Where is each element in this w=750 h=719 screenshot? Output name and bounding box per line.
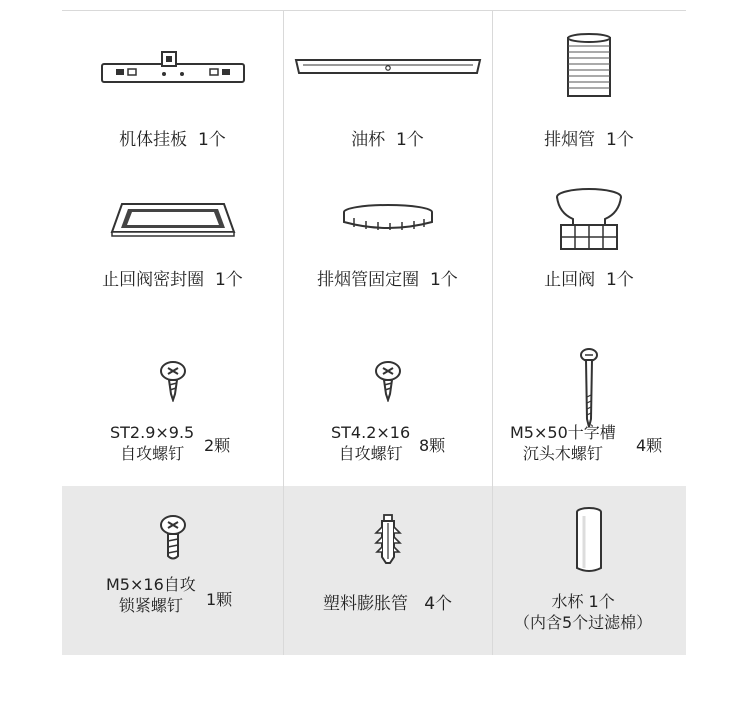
plastic-anchor-icon	[372, 513, 404, 565]
part-name: 止回阀密封圈	[102, 270, 205, 290]
part-quantity: 1个	[605, 130, 634, 150]
part-quantity: 8颗	[419, 436, 446, 455]
self-tapping-screw-icon	[158, 360, 188, 402]
part-check-valve	[492, 160, 686, 325]
part-name: 沉头木螺钉	[522, 444, 603, 463]
lock-screw-icon	[158, 514, 188, 562]
part-quantity: 1颗	[206, 590, 233, 609]
part-name: 塑料膨胀管	[322, 594, 408, 614]
oil-cup-icon	[293, 55, 483, 85]
check-valve-icon	[551, 185, 627, 255]
part-name: 自攻螺钉	[120, 444, 185, 463]
part-plastic-anchor	[283, 486, 492, 655]
part-lock-screw-m5x16	[62, 486, 283, 655]
part-note: （内含5个过滤棉）	[514, 613, 653, 632]
part-name: 排烟管固定圈	[317, 270, 420, 290]
part-exhaust-pipe	[492, 10, 686, 160]
part-spec: ST4.2×16	[331, 423, 411, 442]
part-wood-screw-m5x50	[492, 325, 686, 486]
seal-ring-icon	[108, 200, 238, 240]
part-pipe-fixing-ring	[283, 160, 492, 325]
part-screw-st29	[62, 325, 283, 486]
part-screw-st42	[283, 325, 492, 486]
wall-bracket-icon	[98, 50, 248, 90]
part-name-quantity: 水杯 1个	[551, 592, 615, 611]
part-wall-bracket	[62, 10, 283, 160]
part-quantity: 4颗	[636, 436, 663, 455]
part-name: 锁紧螺钉	[118, 596, 183, 615]
part-name: 机体挂板	[119, 130, 188, 150]
part-name: 油杯	[351, 130, 386, 150]
part-spec: M5×16自攻	[106, 575, 196, 594]
part-name: 自攻螺钉	[338, 444, 403, 463]
part-oil-cup	[283, 10, 492, 160]
part-quantity: 1个	[197, 130, 226, 150]
part-water-cup	[492, 486, 686, 655]
part-name: 止回阀	[544, 270, 596, 290]
part-quantity: 1个	[214, 270, 243, 290]
part-quantity: 1个	[429, 270, 458, 290]
fixing-ring-icon	[338, 202, 438, 236]
part-quantity: 1个	[395, 130, 424, 150]
part-spec: ST2.9×9.5	[110, 423, 195, 442]
part-check-valve-seal	[62, 160, 283, 325]
part-quantity: 1个	[605, 270, 634, 290]
part-name: 排烟管	[544, 130, 596, 150]
part-quantity: 2颗	[204, 436, 231, 455]
part-quantity: 4个	[424, 594, 453, 614]
wood-screw-icon	[577, 347, 601, 431]
part-spec: M5×50十字槽	[510, 423, 616, 442]
exhaust-pipe-icon	[564, 32, 614, 102]
self-tapping-screw-icon	[373, 360, 403, 402]
water-cup-icon	[572, 506, 606, 574]
